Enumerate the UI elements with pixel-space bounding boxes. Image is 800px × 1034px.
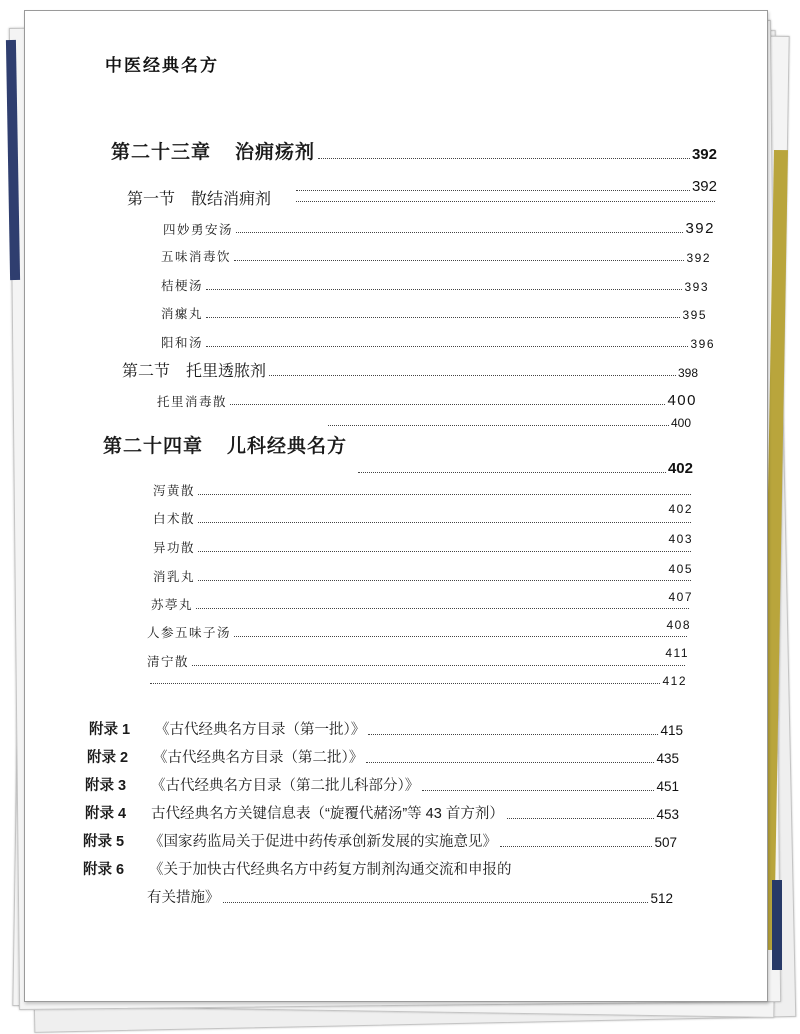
section-title: 第二节 托里透脓剂 xyxy=(122,361,267,380)
dot-leader xyxy=(500,846,652,847)
dot-leader xyxy=(236,232,683,233)
appendix-title: 附录 2 《古代经典名方目录（第二批）》 xyxy=(87,750,364,766)
dot-leader xyxy=(198,551,691,552)
item-title: 阳和汤 xyxy=(161,335,204,350)
toc-item[interactable] xyxy=(161,337,715,350)
section-title: 第一节 散结消痈剂 xyxy=(127,189,272,208)
page-number: 453 xyxy=(656,807,679,822)
page-number: 415 xyxy=(660,723,683,738)
chapter-title: 第二十三章 治痈疡剂 xyxy=(111,141,316,163)
toc-item[interactable] xyxy=(153,542,693,555)
toc-item-page xyxy=(147,675,687,687)
toc-chapter-24[interactable] xyxy=(103,437,693,456)
dot-leader xyxy=(296,190,690,191)
dot-leader xyxy=(223,902,649,903)
item-title: 清宁散 xyxy=(147,654,190,669)
page-number: 400 xyxy=(670,416,691,430)
page-number: 412 xyxy=(662,674,687,688)
toc-section-1-leader xyxy=(293,179,717,194)
toc-appendix-4[interactable] xyxy=(85,807,679,822)
toc-item[interactable] xyxy=(153,571,693,584)
toc-item[interactable] xyxy=(147,627,689,640)
dot-leader xyxy=(366,762,654,763)
page-number: 507 xyxy=(654,835,677,850)
dot-leader xyxy=(328,425,669,426)
toc-item[interactable] xyxy=(153,513,693,526)
toc-section-1-leader-2 xyxy=(293,201,717,205)
item-title: 四妙勇安汤 xyxy=(163,221,234,237)
running-head: 中医经典名方 xyxy=(105,56,219,76)
dot-leader xyxy=(507,818,655,819)
page-number: 392 xyxy=(686,250,711,265)
page-number: 402 xyxy=(667,460,693,477)
page-number: 403 xyxy=(668,532,693,546)
dot-leader xyxy=(198,522,691,523)
toc-section-2[interactable] xyxy=(122,363,698,379)
dot-leader xyxy=(234,636,687,637)
item-title: 消乳丸 xyxy=(153,569,196,584)
item-title: 白术散 xyxy=(153,511,196,526)
dot-leader xyxy=(230,404,665,405)
dot-leader xyxy=(192,665,685,666)
dot-leader xyxy=(206,317,680,318)
toc-appendix-5[interactable] xyxy=(83,835,677,850)
appendix-title: 附录 6 《关于加快古代经典名方中药复方制剂沟通交流和申报的 xyxy=(83,862,512,878)
dot-leader xyxy=(198,580,691,581)
toc-orphan-line xyxy=(325,417,691,429)
dot-leader xyxy=(269,375,676,376)
dot-leader xyxy=(206,346,688,347)
page-number: 435 xyxy=(656,751,679,766)
page-number: 396 xyxy=(690,336,715,351)
item-title: 苏葶丸 xyxy=(151,597,194,612)
item-title: 泻黄散 xyxy=(153,483,196,498)
item-title: 托里消毒散 xyxy=(157,393,228,409)
toc-item[interactable] xyxy=(151,599,691,612)
page-number: 392 xyxy=(685,220,715,237)
toc-appendix-1[interactable] xyxy=(89,723,683,738)
toc-item[interactable] xyxy=(163,221,715,236)
toc-item[interactable] xyxy=(161,308,707,321)
page-number: 398 xyxy=(677,366,698,380)
page-number: 408 xyxy=(666,618,691,632)
page-number: 393 xyxy=(684,279,709,294)
toc-appendix-6-cont[interactable] xyxy=(147,891,673,906)
item-title: 人参五味子汤 xyxy=(147,625,232,640)
dot-leader xyxy=(318,158,690,159)
page-number: 392 xyxy=(691,178,717,195)
page-number: 407 xyxy=(668,590,693,604)
item-title: 异功散 xyxy=(153,540,196,555)
toc-item[interactable] xyxy=(161,280,709,293)
page-number: 512 xyxy=(650,891,673,906)
page-number: 395 xyxy=(682,307,707,322)
toc-chapter-23[interactable] xyxy=(111,143,717,162)
dot-leader xyxy=(206,289,682,290)
toc-chapter-24-leader xyxy=(355,461,693,476)
appendix-title: 附录 3 《古代经典名方目录（第二批儿科部分）》 xyxy=(85,778,420,794)
item-title: 五味消毒饮 xyxy=(161,249,232,264)
dot-leader xyxy=(234,260,684,261)
toc-appendix-6[interactable] xyxy=(83,863,677,878)
dot-leader xyxy=(198,494,691,495)
toc-item[interactable] xyxy=(153,485,693,498)
page-number: 405 xyxy=(668,562,693,576)
dot-leader xyxy=(358,472,666,473)
toc-appendix-2[interactable] xyxy=(87,751,679,766)
toc-item[interactable] xyxy=(147,656,687,669)
dot-leader xyxy=(196,608,689,609)
chapter-title: 第二十四章 儿科经典名方 xyxy=(103,435,348,457)
page-number: 400 xyxy=(667,392,697,409)
toc-item[interactable] xyxy=(157,393,697,408)
toc-appendix-3[interactable] xyxy=(85,779,679,794)
toc-item[interactable] xyxy=(161,251,711,264)
page-number: 411 xyxy=(665,646,689,660)
cover-edge-navy xyxy=(772,880,782,970)
toc-page xyxy=(24,10,768,1002)
dot-leader xyxy=(296,201,715,202)
page-number: 402 xyxy=(668,502,693,516)
page-number: 451 xyxy=(656,779,679,794)
dot-leader xyxy=(422,790,654,791)
item-title: 桔梗汤 xyxy=(161,278,204,293)
page-number: 392 xyxy=(691,146,717,163)
appendix-title: 附录 1 《古代经典名方目录（第一批）》 xyxy=(89,722,366,738)
appendix-title-cont: 有关措施》 xyxy=(147,890,220,906)
item-title: 消瘰丸 xyxy=(161,306,204,321)
appendix-title: 附录 4 古代经典名方关键信息表（“旋覆代赭汤”等 43 首方剂） xyxy=(85,806,504,822)
dot-leader xyxy=(368,734,658,735)
dot-leader xyxy=(150,683,660,684)
appendix-title: 附录 5 《国家药监局关于促进中药传承创新发展的实施意见》 xyxy=(83,834,497,850)
